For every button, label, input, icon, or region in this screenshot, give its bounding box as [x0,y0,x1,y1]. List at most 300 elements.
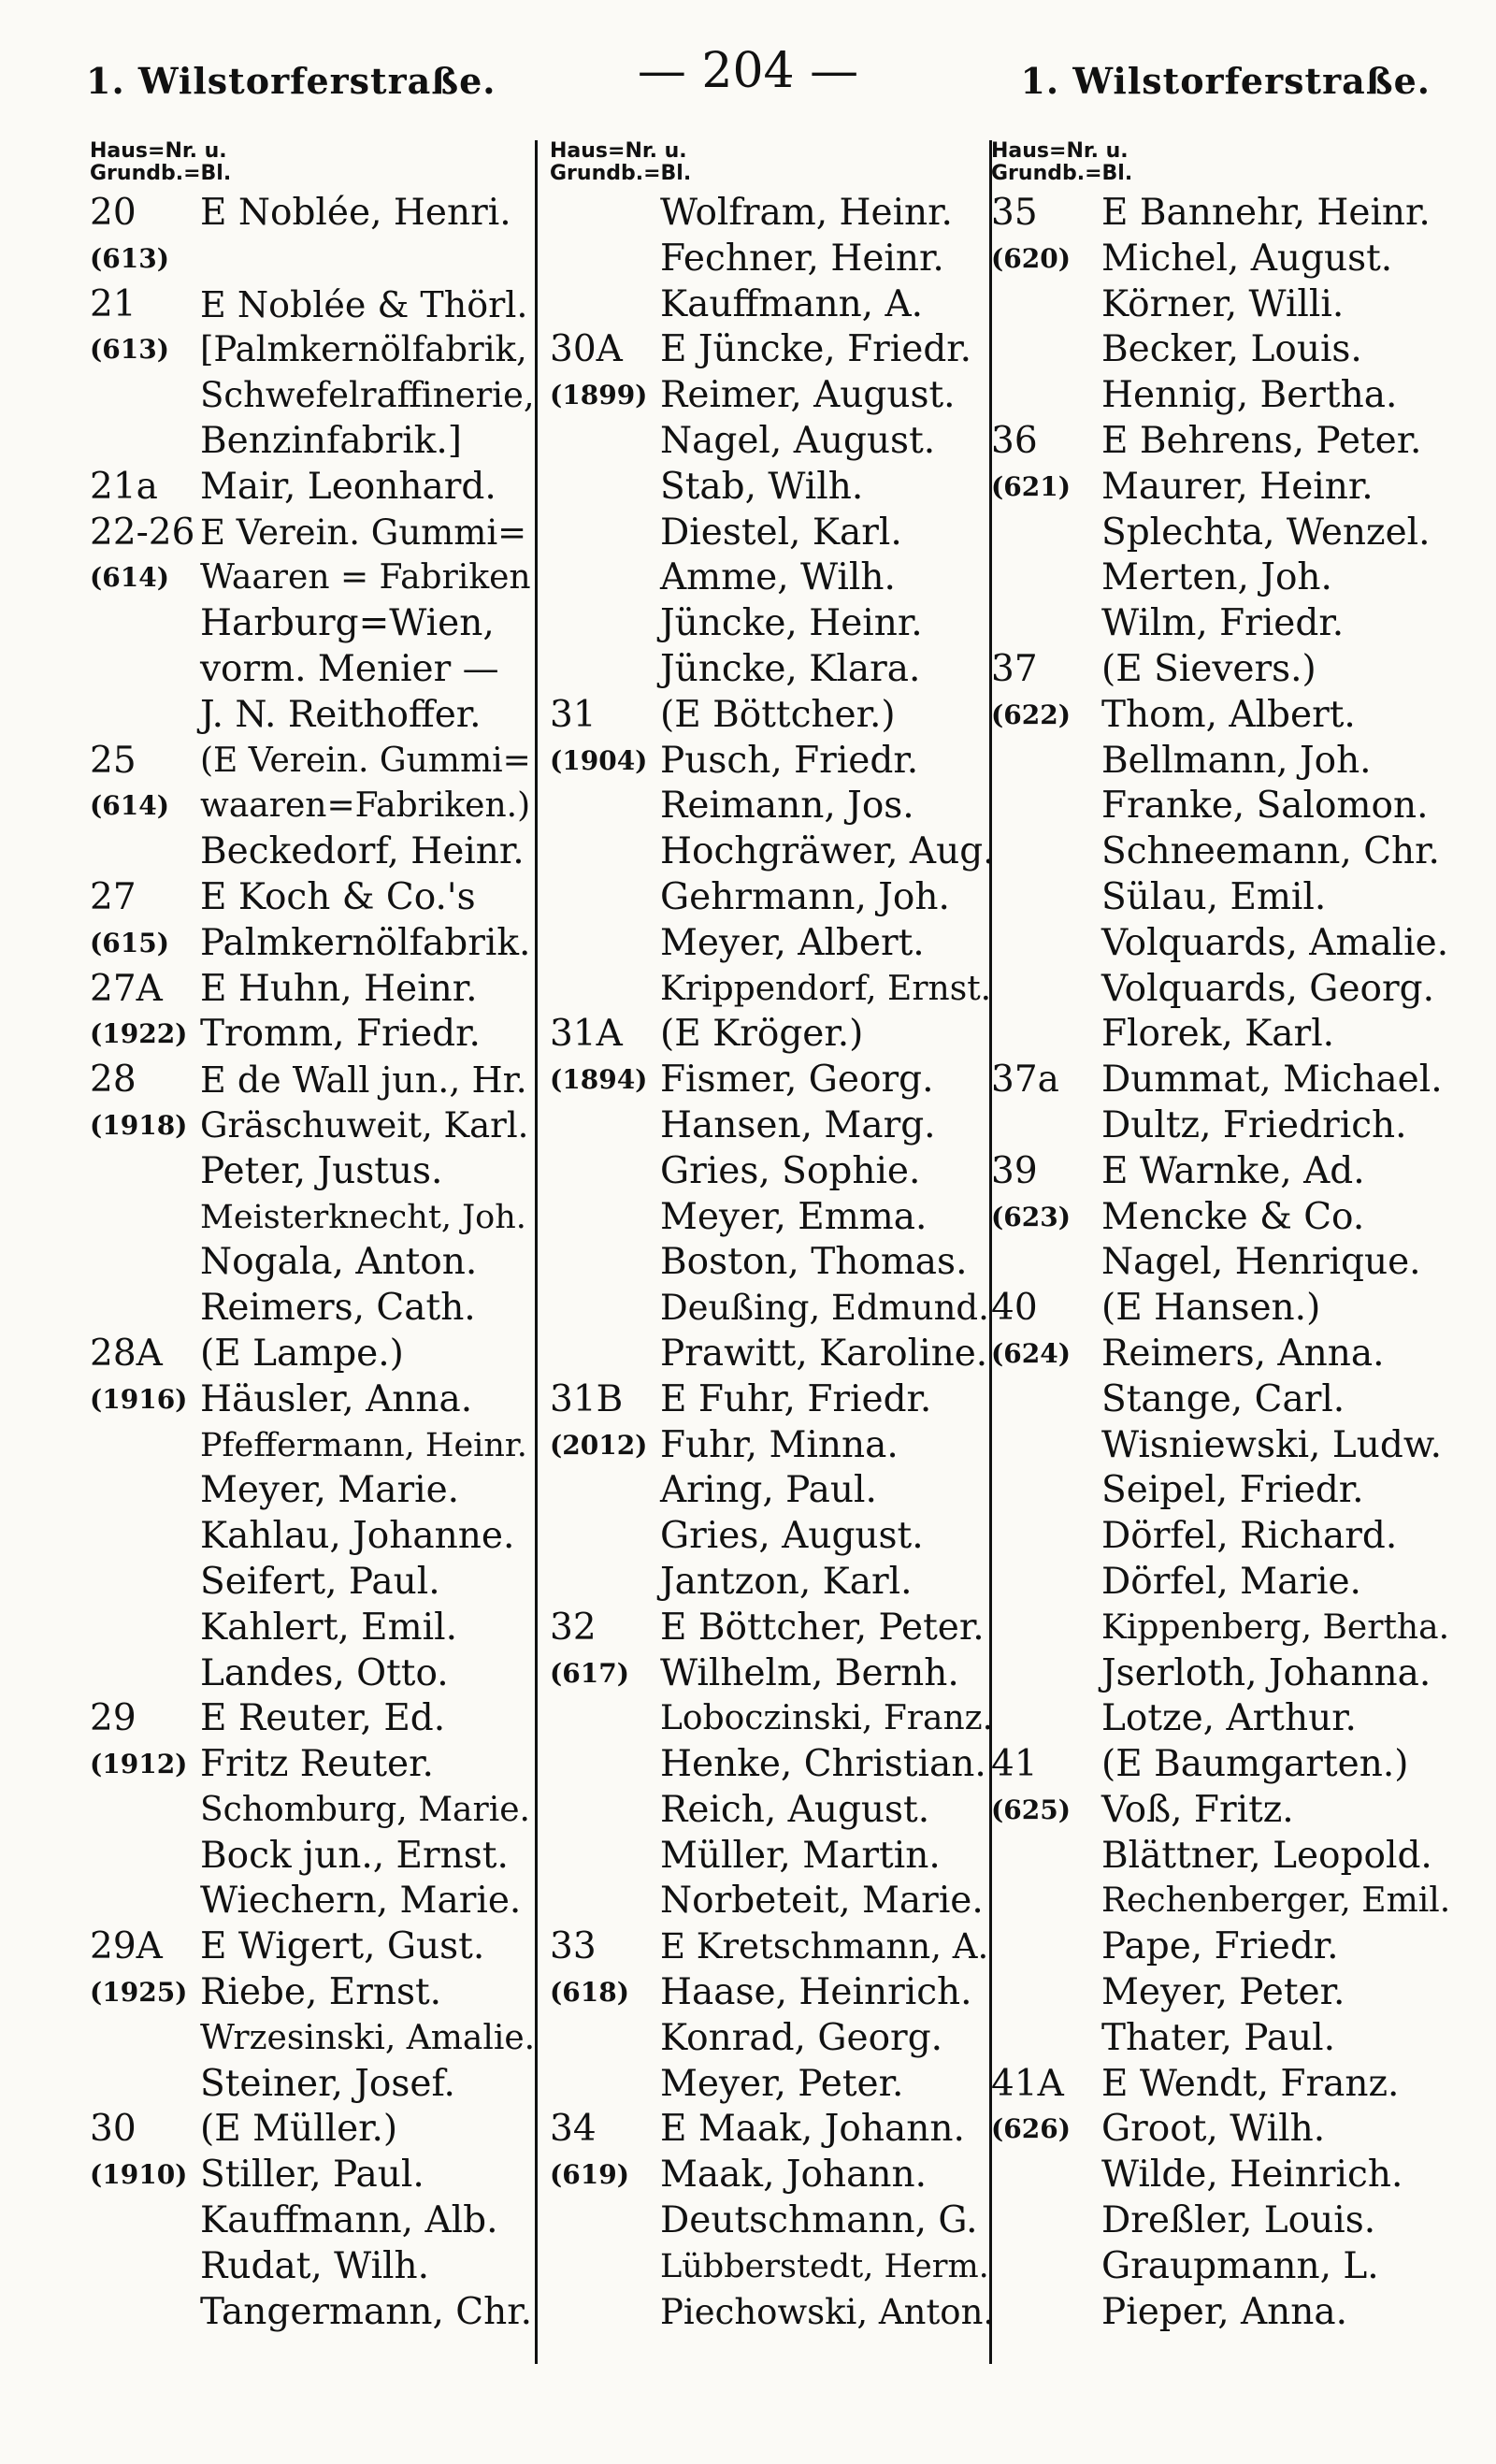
resident-name: Prawitt, Karoline. [660,1332,988,1375]
resident-name: (E Hansen.) [1101,1287,1321,1330]
directory-entry [991,1195,1459,1241]
directory-entry [90,1788,537,1834]
directory-entry [550,191,997,237]
resident-name: E Wigert, Gust. [200,1925,485,1968]
house-number: (1918) [90,1109,188,1141]
directory-entry [991,1742,1459,1788]
directory-entry [90,419,537,465]
directory-entry [991,1924,1459,1970]
directory-column-3 [991,140,1459,2431]
directory-column-2 [550,140,997,2431]
directory-entry [550,2016,997,2062]
directory-entry [550,1240,997,1286]
directory-entry [90,2153,537,2198]
resident-name: Waaren = Fabriken [200,558,531,598]
resident-name: Merten, Joh. [1101,556,1332,599]
resident-name: Kauffmann, A. [660,282,924,325]
resident-name: E de Wall jun., Hr. [200,1059,527,1102]
directory-entry [991,2016,1459,2062]
resident-name: E Warnke, Ad. [1101,1149,1365,1192]
directory-entry [991,2244,1459,2290]
directory-entry [90,1879,537,1924]
resident-name: E Kretschmann, A. [660,1926,989,1967]
directory-entry [90,1514,537,1560]
resident-name: Jüncke, Heinr. [660,602,923,645]
house-number: 37 [991,647,1038,690]
resident-name: E Huhn, Heinr. [200,967,478,1010]
directory-entry [550,1377,997,1423]
directory-entry [90,1924,537,1970]
directory-entry [550,2062,997,2108]
directory-entry [550,2153,997,2198]
directory-entry [550,1286,997,1332]
directory-entry [90,2107,537,2153]
directory-entry [991,967,1459,1013]
directory-entry [90,1423,537,1469]
resident-name: Reimer, August. [660,374,956,417]
house-number: 20 [90,192,137,234]
directory-entry [550,601,997,647]
directory-entry [550,1423,997,1469]
resident-name: Seipel, Friedr. [1101,1469,1364,1512]
resident-name: Bellmann, Joh. [1101,739,1372,782]
house-number: 22-26 [90,511,195,554]
house-number: (1894) [550,1064,648,1096]
directory-entry [991,1514,1459,1560]
house-number: 41 [991,1743,1038,1786]
house-number: (625) [991,1794,1071,1825]
house-number: (1925) [90,1977,188,2009]
directory-entry [90,784,537,829]
directory-entry [991,2062,1459,2108]
resident-name: (E Verein. Gummi= [200,741,531,780]
directory-entry [90,1834,537,1880]
resident-name: Splechta, Wenzel. [1101,511,1431,554]
resident-name: Maak, Johann. [660,2154,927,2197]
resident-name: Häusler, Anna. [200,1377,473,1420]
directory-entry [550,1195,997,1241]
house-number: (620) [991,242,1071,274]
directory-entry [90,1149,537,1195]
resident-name: Volquards, Amalie. [1101,921,1449,964]
resident-name: Reich, August. [660,1788,930,1831]
directory-entry [90,1468,537,1514]
resident-name: Graupmann, L. [1101,2244,1379,2287]
directory-entry [991,1468,1459,1514]
directory-entry [991,511,1459,556]
directory-entry [90,875,537,921]
directory-entry [90,1058,537,1103]
house-number: (1912) [90,1749,188,1780]
house-number: (619) [550,2159,629,2191]
directory-entry [90,1286,537,1332]
directory-entry [90,921,537,967]
resident-name: E Verein. Gummi= [200,512,527,553]
directory-entry [991,693,1459,739]
resident-name: Lübberstedt, Herm. [660,2247,989,2285]
directory-entry [90,829,537,875]
resident-name: Müller, Martin. [660,1834,941,1877]
resident-name: Piechowski, Anton. [660,2291,995,2332]
resident-name: Schneemann, Chr. [1101,830,1440,873]
resident-name: Palmkernölfabrik. [200,921,531,964]
directory-entry [90,1970,537,2016]
directory-entry [90,2198,537,2244]
directory-entry [991,1606,1459,1651]
house-number: 27A [90,967,163,1010]
directory-entry [90,1606,537,1651]
directory-entry [90,2062,537,2108]
directory-entry [991,191,1459,237]
resident-name: Pape, Friedr. [1101,1925,1339,1968]
directory-entry [550,1651,997,1697]
house-number: 21a [90,465,158,508]
directory-entry [90,1195,537,1241]
resident-name: (E Böttcher.) [660,693,896,736]
resident-name: Gräschuweit, Karl. [200,1104,529,1146]
resident-name: Jantzon, Karl. [660,1560,913,1603]
resident-name: Wisniewski, Ludw. [1101,1423,1442,1466]
directory-entry [991,1286,1459,1332]
resident-name: Nagel, August. [660,419,936,462]
directory-entry [550,784,997,829]
resident-name: Pusch, Friedr. [660,739,919,782]
resident-name: Wiechern, Marie. [200,1880,522,1923]
house-number: 29 [90,1697,137,1740]
resident-name: Hochgräwer, Aug. [660,830,995,873]
resident-name: Nagel, Henrique. [1101,1241,1421,1284]
directory-entry [550,1834,997,1880]
directory-entry [90,1651,537,1697]
resident-name: E Maak, Johann. [660,2108,965,2151]
resident-name: Loboczinski, Franz. [660,1699,994,1738]
directory-entry [550,555,997,601]
directory-entry [90,1332,537,1377]
resident-name: Harburg=Wien, [200,602,495,645]
resident-name: Jüncke, Klara. [660,647,921,690]
directory-entry [991,2198,1459,2244]
house-number: (2012) [550,1429,648,1461]
page-header [0,39,1496,114]
resident-name: Gries, August. [660,1515,924,1558]
resident-name: Kauffmann, Alb. [200,2199,498,2242]
resident-name: Blättner, Leopold. [1101,1834,1432,1877]
resident-name: Wilde, Heinrich. [1101,2154,1403,2197]
house-number: 28A [90,1332,163,1375]
directory-entry [991,465,1459,511]
directory-entry [90,2244,537,2290]
resident-name: Meyer, Marie. [200,1469,460,1512]
resident-name: Rudat, Wilh. [200,2244,430,2287]
house-number: 41A [991,2062,1064,2105]
resident-name: E Bannehr, Heinr. [1101,192,1431,234]
house-number: (614) [90,562,169,594]
directory-entry [991,1423,1459,1469]
resident-name: Groot, Wilh. [1101,2108,1326,2151]
directory-entry [550,2290,997,2336]
directory-entry [550,465,997,511]
house-number: (624) [991,1337,1071,1369]
directory-entry [991,1103,1459,1149]
directory-entry [991,739,1459,785]
house-number: 21 [90,282,137,325]
directory-entry [550,1468,997,1514]
directory-entry [991,282,1459,328]
resident-name: Körner, Willi. [1101,282,1345,325]
directory-entry [90,693,537,739]
directory-entry [991,2107,1459,2153]
resident-name: Schomburg, Marie. [200,1790,530,1829]
resident-name: Hansen, Marg. [660,1103,936,1146]
directory-entry [550,373,997,419]
resident-name: Aring, Paul. [660,1469,877,1512]
resident-name: Gehrmann, Joh. [660,875,950,918]
house-number: 30 [90,2108,137,2151]
house-number: 31 [550,693,597,736]
resident-name: Benzinfabrik.] [200,419,463,462]
resident-name: Michel, August. [1101,237,1393,280]
resident-name: Stiller, Paul. [200,2154,424,2197]
resident-name: Voß, Fritz. [1101,1788,1294,1831]
directory-entry [550,282,997,328]
resident-name: Landes, Otto. [200,1651,449,1694]
resident-name: Boston, Thomas. [660,1241,968,1284]
house-number: (623) [991,1201,1071,1232]
resident-name: Gries, Sophie. [660,1149,921,1192]
resident-name: E Jüncke, Friedr. [660,328,972,371]
directory-entry [991,1970,1459,2016]
house-number: (1922) [90,1018,188,1050]
resident-name: Deußing, Edmund. [660,1288,989,1329]
directory-entry [991,921,1459,967]
resident-name: Fuhr, Minna. [660,1423,899,1466]
directory-entry [991,237,1459,282]
resident-name: Tromm, Friedr. [200,1013,481,1056]
directory-entry [90,282,537,328]
directory-entry [550,647,997,693]
house-number: 31B [550,1377,624,1420]
directory-entry [550,967,997,1013]
resident-name: (E Baumgarten.) [1101,1743,1409,1786]
resident-name: (E Kröger.) [660,1013,864,1056]
directory-entry [991,555,1459,601]
directory-entry [550,2244,997,2290]
resident-name: [Palmkernölfabrik, [200,329,527,370]
resident-name: Haase, Heinrich. [660,1971,972,2014]
directory-entry [550,875,997,921]
house-number: (1899) [550,380,648,411]
directory-entry [550,1742,997,1788]
house-number: (617) [550,1657,629,1689]
directory-entry [90,2016,537,2062]
resident-name: Wilm, Friedr. [1101,602,1345,645]
resident-name: Meyer, Peter. [1101,1971,1345,2014]
directory-entry [550,1788,997,1834]
resident-name: Dultz, Friedrich. [1101,1103,1407,1146]
directory-entry [550,1606,997,1651]
resident-name: Fechner, Heinr. [660,237,944,280]
directory-entry [550,1012,997,1058]
directory-entry [90,601,537,647]
resident-name: Beckedorf, Heinr. [200,830,525,873]
directory-entry [991,1332,1459,1377]
resident-name: Mencke & Co. [1101,1195,1365,1238]
resident-name: E Noblée, Henri. [200,192,511,234]
resident-name: Stange, Carl. [1101,1377,1345,1420]
directory-entry [550,1332,997,1377]
resident-name: Nogala, Anton. [200,1241,478,1284]
resident-name: Pieper, Anna. [1101,2290,1348,2333]
running-head-left: 1. Wilstorferstraße. [86,60,496,102]
running-head-right: 1. Wilstorferstraße. [1020,60,1431,102]
directory-entry [90,237,537,282]
house-number: (622) [991,699,1071,730]
directory-entry [550,1970,997,2016]
resident-name: waaren=Fabriken.) [200,786,531,826]
resident-name: Diestel, Karl. [660,511,902,554]
resident-name: Krippendorf, Ernst. [660,969,992,1008]
resident-name: Schwefelraffinerie, [200,375,535,416]
house-number: (613) [90,334,169,366]
directory-entry [90,1742,537,1788]
house-number: 40 [991,1287,1038,1330]
directory-entry [991,1240,1459,1286]
house-number: 34 [550,2108,597,2151]
resident-name: Hennig, Bertha. [1101,374,1398,417]
house-number: (614) [90,790,169,822]
resident-name: Kahlert, Emil. [200,1606,457,1649]
resident-name: Tangermann, Chr. [200,2290,533,2333]
directory-entry [90,373,537,419]
resident-name: E Böttcher, Peter. [660,1606,985,1649]
resident-name: Seifert, Paul. [200,1560,440,1603]
resident-name: Reimann, Jos. [660,785,914,828]
directory-entry [90,739,537,785]
resident-name: E Koch & Co.'s [200,875,476,918]
directory-entry [90,1377,537,1423]
directory-entry [90,465,537,511]
resident-name: Meyer, Albert. [660,921,925,964]
directory-entry [550,2198,997,2244]
resident-name: Dörfel, Richard. [1101,1515,1398,1558]
house-number: (1910) [90,2159,188,2191]
directory-entry [90,555,537,601]
resident-name: Konrad, Georg. [660,2016,943,2059]
directory-entry [550,921,997,967]
resident-name: Wrzesinski, Amalie. [200,2018,536,2057]
directory-entry [90,191,537,237]
resident-name: Norbeteit, Marie. [660,1880,984,1923]
directory-entry [550,237,997,282]
resident-name: E Behrens, Peter. [1101,419,1422,462]
directory-entry [550,1696,997,1742]
column-heading: Haus=Nr. u. Grundb.=Bl. [90,139,232,185]
resident-name: Fritz Reuter. [200,1743,434,1786]
resident-name: Meyer, Peter. [660,2062,904,2105]
directory-entry [991,1012,1459,1058]
directory-entry [550,511,997,556]
resident-name: Franke, Salomon. [1101,785,1429,828]
house-number: (1904) [550,744,648,776]
resident-name: Kippenberg, Bertha. [1101,1607,1450,1647]
house-number: 32 [550,1606,597,1649]
directory-entry [991,829,1459,875]
resident-name: E Noblée & Thörl. [200,283,528,325]
house-number: 31A [550,1013,623,1056]
resident-name: Wolfram, Heinr. [660,192,953,234]
directory-entry [991,784,1459,829]
house-number: (613) [90,242,169,274]
resident-name: Amme, Wilh. [660,556,896,599]
directory-entry [550,1149,997,1195]
directory-entry [991,1058,1459,1103]
resident-name: Thom, Albert. [1101,693,1356,736]
resident-name: Rechenberger, Emil. [1101,1881,1451,1921]
resident-name: (E Sievers.) [1101,647,1316,690]
resident-name: Volquards, Georg. [1101,967,1435,1010]
house-number: 27 [90,875,137,918]
resident-name: (E Müller.) [200,2108,398,2151]
house-number: 37a [991,1059,1059,1102]
house-number: 36 [991,419,1038,462]
resident-name: Fismer, Georg. [660,1059,934,1102]
house-number: 29A [90,1925,163,1968]
directory-entry [550,693,997,739]
directory-entry [991,1834,1459,1880]
directory-entry [991,1696,1459,1742]
resident-name: (E Lampe.) [200,1332,404,1375]
house-number: (626) [991,2113,1071,2145]
directory-entry [550,1924,997,1970]
resident-name: Wilhelm, Bernh. [660,1651,959,1694]
directory-entry [991,373,1459,419]
directory-entry [991,647,1459,693]
house-number: 35 [991,192,1038,234]
resident-name: Meyer, Emma. [660,1195,928,1238]
house-number: 33 [550,1925,597,1968]
directory-entry [991,601,1459,647]
resident-name: E Fuhr, Friedr. [660,1377,932,1420]
resident-name: vorm. Menier — [200,647,499,690]
directory-entry [991,327,1459,373]
resident-name: Dreßler, Louis. [1101,2199,1376,2242]
directory-entry [550,327,997,373]
directory-entry [90,327,537,373]
resident-name: Stab, Wilh. [660,465,864,508]
directory-entry [90,967,537,1013]
resident-name: Thater, Paul. [1101,2016,1336,2059]
house-number: (618) [550,1977,629,2009]
directory-entry [991,1788,1459,1834]
house-number: 39 [991,1149,1038,1192]
directory-entry [90,1560,537,1606]
directory-entry [550,1514,997,1560]
directory-entry [991,2153,1459,2198]
resident-name: Pfeffermann, Heinr. [200,1426,527,1464]
directory-entry [550,739,997,785]
resident-name: Lotze, Arthur. [1101,1697,1357,1740]
resident-name: Florek, Karl. [1101,1013,1335,1056]
column-heading: Haus=Nr. u. Grundb.=Bl. [550,139,692,185]
resident-name: Reimers, Anna. [1101,1332,1385,1375]
resident-name: Dummat, Michael. [1101,1059,1443,1102]
resident-name: Meisterknecht, Joh. [200,1198,526,1236]
directory-entry [90,1012,537,1058]
directory-entry [991,1149,1459,1195]
directory-entry [90,1696,537,1742]
house-number: (621) [991,470,1071,502]
column-heading: Haus=Nr. u. Grundb.=Bl. [991,139,1133,185]
